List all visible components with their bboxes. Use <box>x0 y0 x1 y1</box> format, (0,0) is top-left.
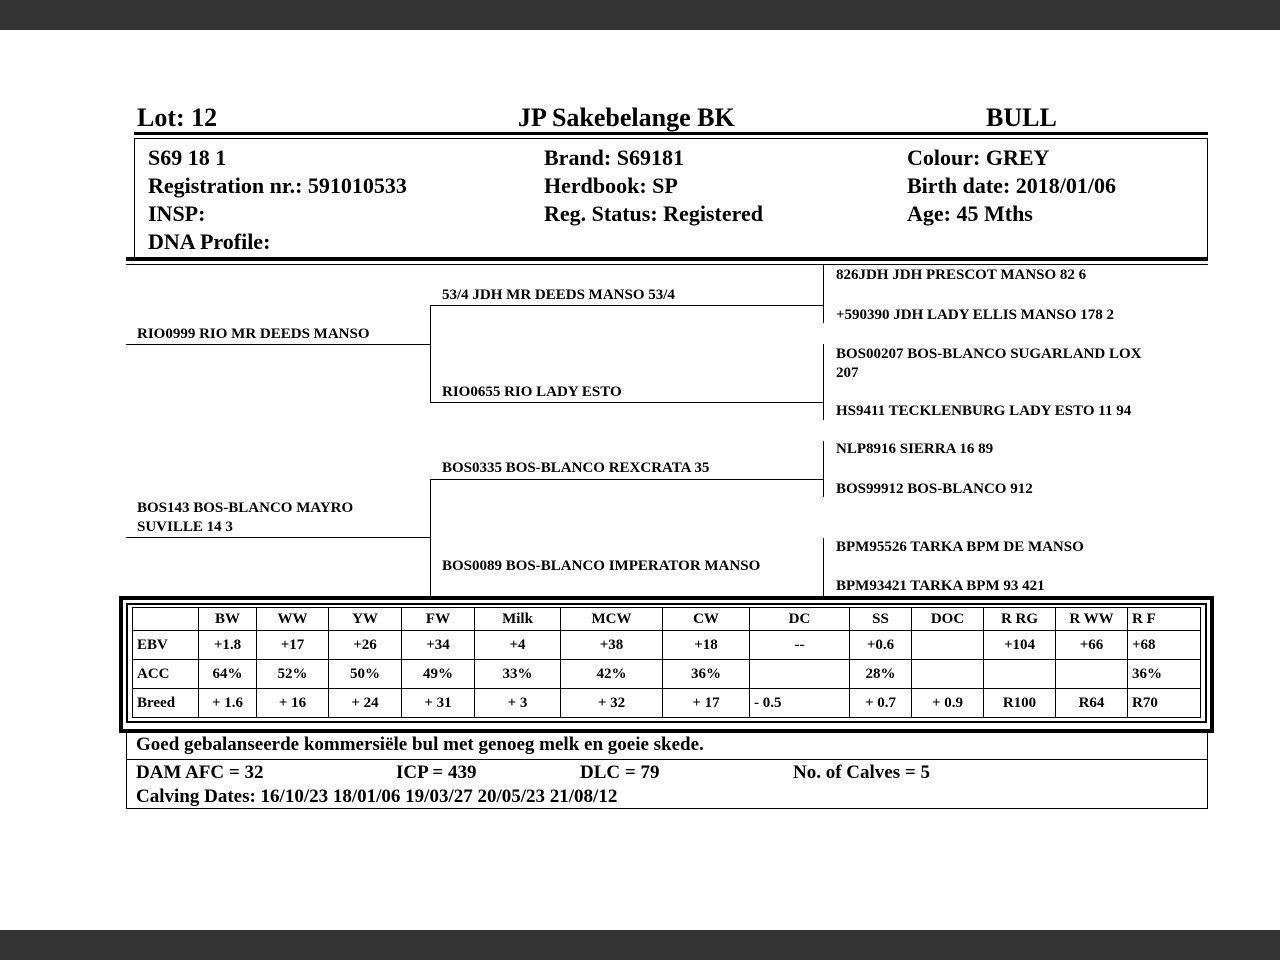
ebv-inner-bottom <box>126 721 1207 723</box>
row-label: Breed <box>133 689 199 718</box>
pedigree-ggs-3a: BOS00207 BOS-BLANCO SUGARLAND LOX <box>836 346 1142 362</box>
table-cell: 33% <box>475 660 561 689</box>
table-cell: + 3 <box>475 689 561 718</box>
table-cell: +34 <box>402 631 475 660</box>
herdbook: Herdbook: SP <box>544 173 678 198</box>
registration-number: Registration nr.: 591010533 <box>148 173 407 198</box>
colour: Colour: GREY <box>907 145 1050 170</box>
pedigree-ggs-5: NLP8916 SIERRA 16 89 <box>836 441 994 457</box>
dam-afc: DAM AFC = 32 <box>136 762 264 783</box>
sire-line <box>126 344 430 345</box>
info-rule-thick <box>126 257 1208 261</box>
ebv-frame-top <box>119 596 1214 600</box>
viewer-top-bar <box>0 0 1280 30</box>
registration-status: Reg. Status: Registered <box>544 201 763 226</box>
table-cell: R64 <box>1056 689 1128 718</box>
pedigree-dam-line1: BOS143 BOS-BLANCO MAYRO <box>137 500 354 516</box>
col-header: DC <box>750 608 850 631</box>
comment-text: Goed gebalanseerde kommersiële bul met genoeg melk en goeie skede. <box>136 734 704 755</box>
number-of-calves: No. of Calves = 5 <box>793 762 930 783</box>
ebv-inner-right <box>1205 603 1207 723</box>
ebv-inner-left <box>126 603 128 723</box>
table-cell: + 17 <box>663 689 750 718</box>
table-cell <box>984 660 1056 689</box>
table-cell <box>912 631 984 660</box>
ebv-frame-left <box>119 596 123 733</box>
col-header: R F <box>1128 608 1201 631</box>
ebv-inner-top <box>126 603 1207 605</box>
table-cell: 36% <box>1128 660 1201 689</box>
pedigree-ggd-4: HS9411 TECKLENBURG LADY ESTO 11 94 <box>836 403 1132 419</box>
pedigree-dam-line2: SUVILLE 14 3 <box>137 519 233 535</box>
table-cell: 28% <box>850 660 912 689</box>
table-cell: + 24 <box>329 689 402 718</box>
pedigree-sire-dam: RIO0655 RIO LADY ESTO <box>442 384 622 400</box>
table-cell: + 16 <box>257 689 329 718</box>
col-header: CW <box>663 608 750 631</box>
pedigree-ggd-8: BPM93421 TARKA BPM 93 421 <box>836 578 1045 594</box>
table-cell: + 0.9 <box>912 689 984 718</box>
dlc: DLC = 79 <box>580 762 660 783</box>
insp-label: INSP: <box>148 201 206 226</box>
sire-dam-line <box>430 402 823 403</box>
birth-date: Birth date: 2018/01/06 <box>907 173 1116 198</box>
dam-line <box>126 537 430 538</box>
table-cell: +26 <box>329 631 402 660</box>
col-header: SS <box>850 608 912 631</box>
animal-id: S69 18 1 <box>148 145 227 170</box>
col-header: MCW <box>561 608 663 631</box>
table-cell: +38 <box>561 631 663 660</box>
icp: ICP = 439 <box>396 762 477 783</box>
seller-name: JP Sakebelange BK <box>518 103 735 132</box>
pedigree-ggd-2: +590390 JDH LADY ELLIS MANSO 178 2 <box>836 307 1115 323</box>
viewer-bottom-bar <box>0 930 1280 960</box>
age: Age: 45 Mths <box>907 201 1033 226</box>
table-cell: +0.6 <box>850 631 912 660</box>
col-header: FW <box>402 608 475 631</box>
ebv-frame-right <box>1210 596 1214 733</box>
pedigree-ggs-3b: 207 <box>836 365 859 381</box>
ds-bracket <box>823 441 824 497</box>
ebv-table <box>132 607 1201 718</box>
table-cell <box>1056 660 1128 689</box>
ss-bracket <box>823 265 824 323</box>
table-cell: + 1.6 <box>199 689 257 718</box>
header-rule-thick <box>134 132 1208 135</box>
sire-sire-line <box>430 305 823 306</box>
table-cell: + 31 <box>402 689 475 718</box>
table-cell: -- <box>750 631 850 660</box>
table-cell: + 0.7 <box>850 689 912 718</box>
dam-bracket <box>430 479 431 597</box>
pedigree-dam-sire: BOS0335 BOS-BLANCO REXCRATA 35 <box>442 460 710 476</box>
pedigree-sire-sire: 53/4 JDH MR DEEDS MANSO 53/4 <box>442 287 675 303</box>
col-header: R RG <box>984 608 1056 631</box>
table-cell: +18 <box>663 631 750 660</box>
table-cell: 50% <box>329 660 402 689</box>
dam-sire-line <box>430 479 823 480</box>
table-cell: 42% <box>561 660 663 689</box>
row-label: ACC <box>133 660 199 689</box>
pedigree-sire: RIO0999 RIO MR DEEDS MANSO <box>137 326 370 342</box>
pedigree-ggd-6: BOS99912 BOS-BLANCO 912 <box>836 481 1033 497</box>
info-rule-thin <box>126 264 1208 265</box>
table-cell <box>912 660 984 689</box>
table-cell: R70 <box>1128 689 1201 718</box>
col-header: BW <box>199 608 257 631</box>
footer-divider <box>126 759 1208 760</box>
table-cell: +66 <box>1056 631 1128 660</box>
table-cell: 64% <box>199 660 257 689</box>
header-rule-thin <box>134 138 1208 139</box>
table-cell: +68 <box>1128 631 1201 660</box>
animal-sex: BULL <box>986 103 1057 132</box>
col-header: R WW <box>1056 608 1128 631</box>
brand: Brand: S69181 <box>544 145 684 170</box>
calving-dates: Calving Dates: 16/10/23 18/01/06 19/03/27 20/05/23 21/08/12 <box>136 786 618 807</box>
table-cell: +17 <box>257 631 329 660</box>
info-right-border <box>1207 139 1208 258</box>
pedigree-dam-dam: BOS0089 BOS-BLANCO IMPERATOR MANSO <box>442 558 761 574</box>
table-cell: +1.8 <box>199 631 257 660</box>
sire-bracket <box>430 305 431 402</box>
sd-bracket <box>823 344 824 420</box>
pedigree-ggs-1: 826JDH JDH PRESCOT MANSO 82 6 <box>836 267 1087 283</box>
table-cell: 52% <box>257 660 329 689</box>
row-label: EBV <box>133 631 199 660</box>
col-header: WW <box>257 608 329 631</box>
info-left-border <box>134 139 135 258</box>
table-cell: + 32 <box>561 689 663 718</box>
acc-row <box>133 660 1201 689</box>
lot-number: Lot: 12 <box>137 103 218 132</box>
table-cell: +4 <box>475 631 561 660</box>
table-cell: - 0.5 <box>750 689 850 718</box>
dna-profile-label: DNA Profile: <box>148 229 271 254</box>
breed-row <box>133 689 1201 718</box>
table-cell: R100 <box>984 689 1056 718</box>
table-cell: 36% <box>663 660 750 689</box>
ebv-row <box>133 631 1201 660</box>
pedigree-ggs-7: BPM95526 TARKA BPM DE MANSO <box>836 539 1084 555</box>
ebv-header-row <box>133 608 1201 631</box>
table-cell: 49% <box>402 660 475 689</box>
table-cell <box>750 660 850 689</box>
col-header: Milk <box>475 608 561 631</box>
col-header: DOC <box>912 608 984 631</box>
col-header: YW <box>329 608 402 631</box>
dd-bracket <box>823 538 824 597</box>
col-header <box>133 608 199 631</box>
table-cell: +104 <box>984 631 1056 660</box>
